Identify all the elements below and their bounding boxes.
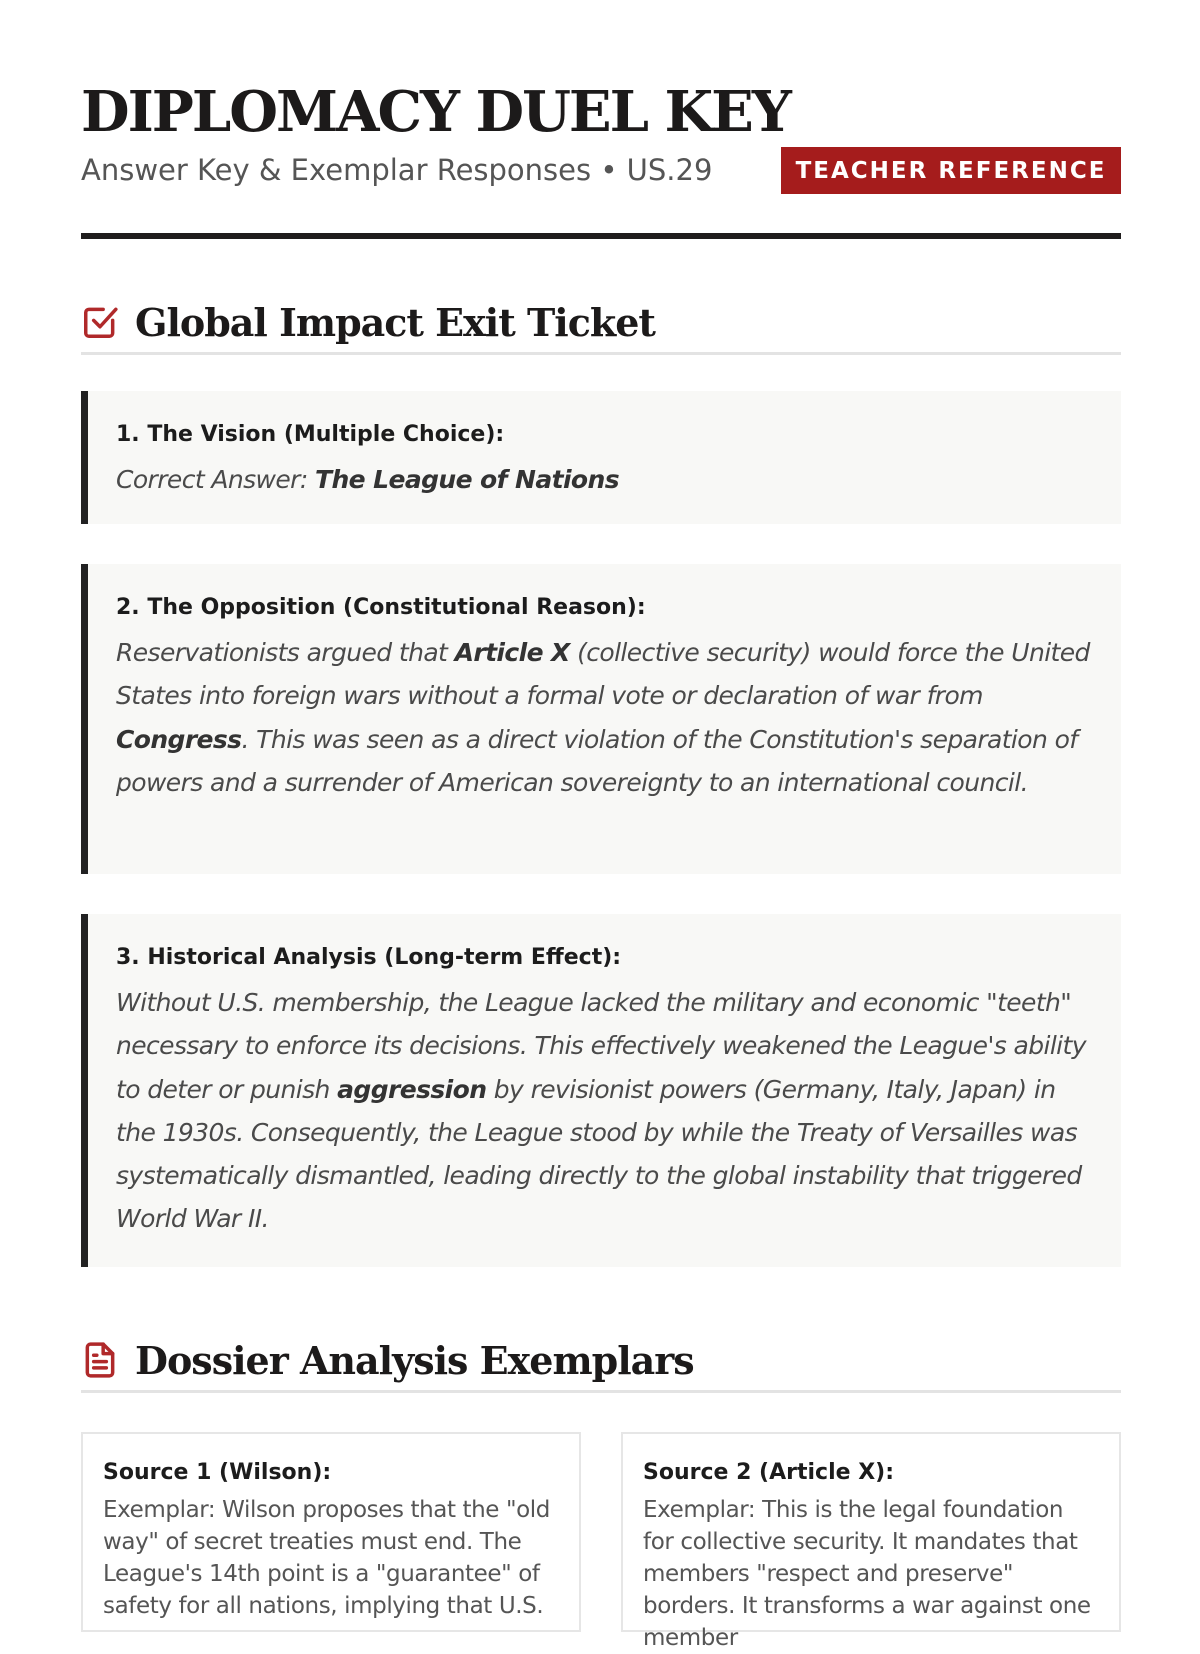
exemplar-card-source-2 bbox=[621, 1432, 1121, 1651]
page-subtitle: Answer Key & Exemplar Responses • US.29 bbox=[81, 153, 713, 187]
correct-answer: The League of Nations bbox=[315, 465, 619, 494]
teacher-reference-badge: TEACHER REFERENCE bbox=[781, 147, 1121, 194]
answer-text bbox=[116, 631, 1093, 804]
answer-card-historical-analysis bbox=[81, 914, 1121, 1267]
answer-keyword: aggression bbox=[337, 1074, 487, 1104]
question-label: 1. The Vision (Multiple Choice): bbox=[116, 422, 505, 447]
answer-text bbox=[116, 458, 1093, 501]
exit-ticket-heading: Global Impact Exit Ticket bbox=[135, 299, 655, 345]
exit-ticket-section-heading bbox=[81, 292, 1121, 355]
question-label: 2. The Opposition (Constitutional Reason): bbox=[116, 595, 646, 620]
page-title: DIPLOMACY DUEL KEY bbox=[81, 79, 790, 145]
exemplar-card-source-1 bbox=[81, 1432, 581, 1632]
document-icon bbox=[81, 1341, 119, 1379]
answer-keyword: Article X bbox=[454, 638, 570, 667]
answer-segment: Without U.S. membership, the League lacked the military and economic "teeth" necessary to enforce its decisions. This effectively weakened the League's ability to deter or punish bbox=[116, 988, 1086, 1104]
answer-segment: by revisionist powers (Germany, Italy, Japan) in the 1930s. Consequently, the League stood by while the Treaty of Versailles was systematically dismantled, leading directly to the global instability that triggered World War II. bbox=[116, 1074, 1082, 1234]
dossier-section-heading bbox=[81, 1330, 1121, 1393]
exemplar-title: Source 1 (Wilson): bbox=[103, 1460, 332, 1485]
answer-text bbox=[116, 981, 1093, 1241]
dossier-heading: Dossier Analysis Exemplars bbox=[135, 1337, 694, 1383]
answer-card-vision bbox=[81, 391, 1121, 524]
question-label: 3. Historical Analysis (Long-term Effect): bbox=[116, 945, 622, 970]
answer-segment: . This was seen as a direct violation of the Constitution's separation of powers and a surrender of American sovereignty to an international council. bbox=[116, 724, 1078, 797]
answer-segment: (collective security) would force the United States into foreign wars without a formal vote or declaration of war from bbox=[116, 638, 1090, 711]
answer-card-opposition bbox=[81, 564, 1121, 874]
exemplar-body: Exemplar: Wilson proposes that the "old way" of secret treaties must end. The League's 14th point is a "guarantee" of safety for all nations, implying that U.S. bbox=[103, 1497, 550, 1619]
answer-prefix: Correct Answer: bbox=[116, 465, 316, 494]
answer-segment: Reservationists argued that bbox=[116, 638, 455, 667]
header-divider bbox=[81, 233, 1121, 239]
checkbox-icon bbox=[81, 303, 119, 341]
exemplar-title: Source 2 (Article X): bbox=[643, 1460, 895, 1485]
exemplar-body: Exemplar: This is the legal foundation for collective security. It mandates that members "respect and preserve" borders. It transforms a war against one member bbox=[643, 1497, 1091, 1651]
answer-keyword: Congress bbox=[116, 724, 242, 754]
